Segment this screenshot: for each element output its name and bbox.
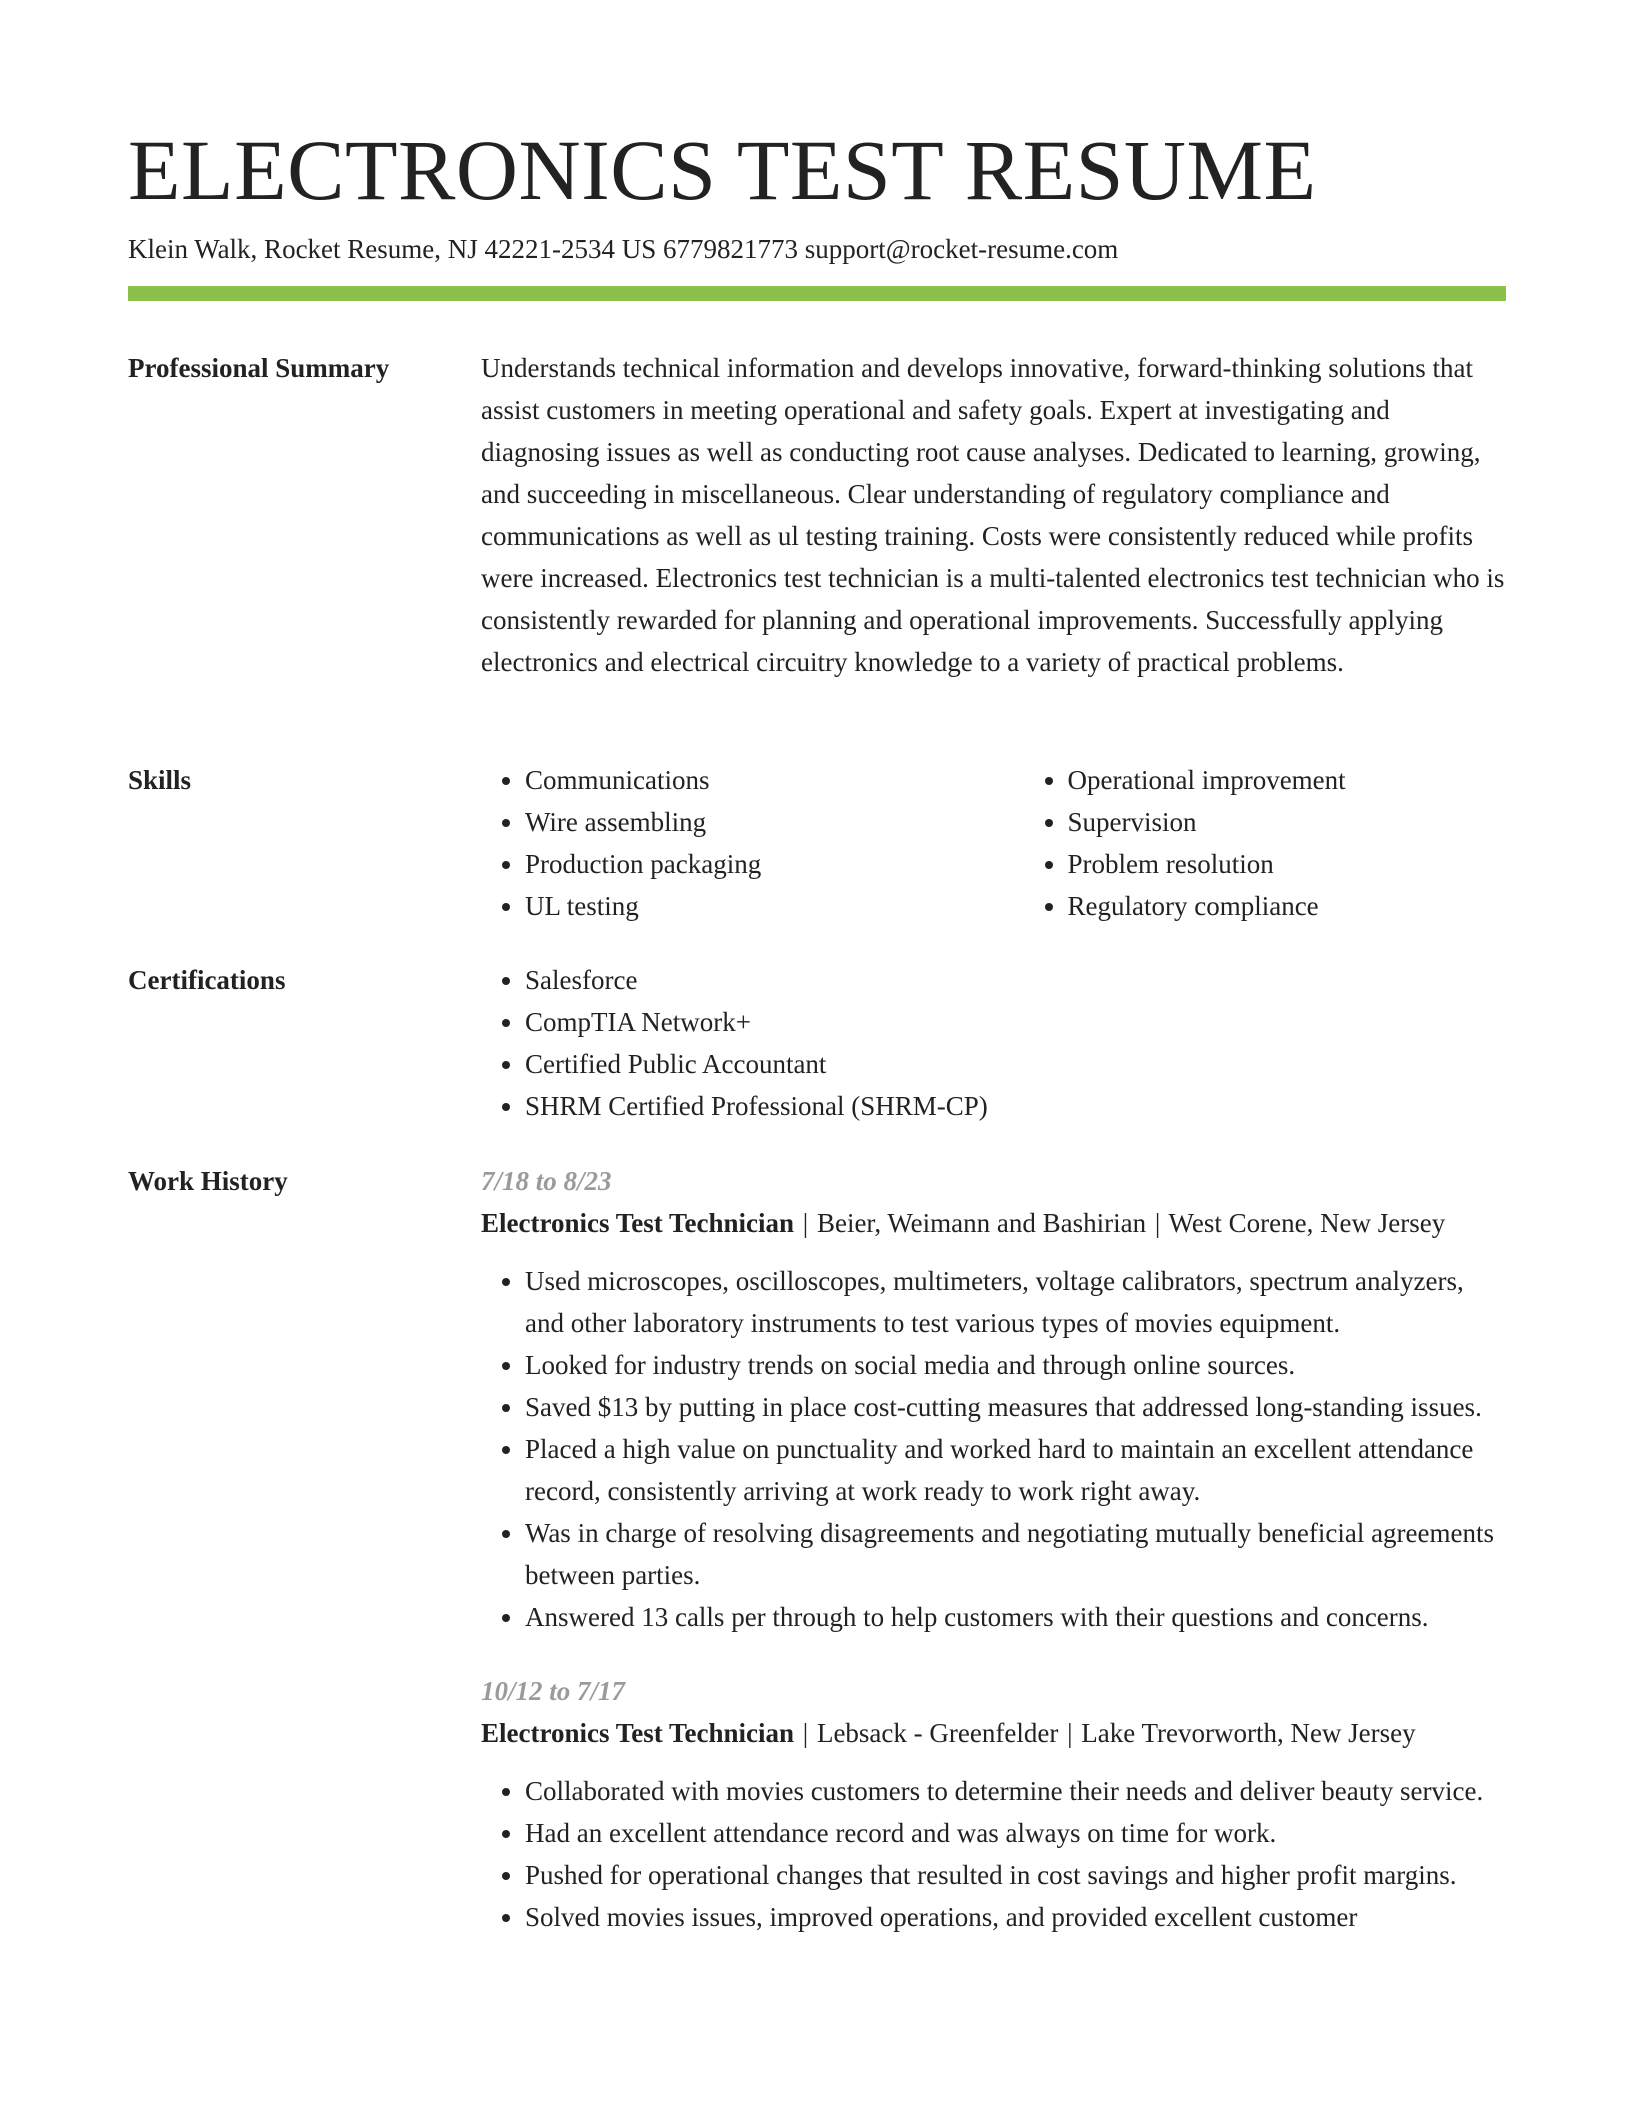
certification-item: • Certified Public Accountant	[525, 1043, 1506, 1085]
skills-list-left	[481, 759, 964, 927]
contact-phone: 6779821773	[663, 234, 799, 264]
work-history-label: Work History	[128, 1166, 288, 1196]
skill-item: • Supervision	[1068, 801, 1507, 843]
job-bullet: • Answered 13 calls per through to help customers with their questions and concerns.	[525, 1596, 1506, 1638]
job-bullet: • Pushed for operational changes that resulted in cost savings and higher profit margins.	[525, 1854, 1506, 1896]
job-dates: 7/18 to 8/23	[481, 1166, 612, 1196]
skill-item: • Production packaging	[525, 843, 964, 885]
skill-item: • UL testing	[525, 885, 964, 927]
summary-label: Professional Summary	[128, 353, 390, 383]
summary-text: Understands technical information and develops innovative, forward-thinking solutions that assist customers in meeting operational and safety goals. Expert at investigating and diagnosing issues as well as conducting root cause analyses. Dedicated to learning, growing, and succeeding in miscellaneous. Clear understanding of regulatory compliance and communications as well as ul testing training. Costs were consistently reduced while profits were increased. Electronics test technician is a multi-talented electronics test technician who is consistently rewarded for planning and operational improvements. Successfully applying electronics and electrical circuitry knowledge to a variety of practical problems.	[481, 353, 1505, 677]
certification-item: • SHRM Certified Professional (SHRM-CP)	[525, 1085, 1506, 1127]
job-bullet: • Used microscopes, oscilloscopes, multimeters, voltage calibrators, spectrum analyzers, and other laboratory instruments to test various types of movies equipment.	[525, 1260, 1506, 1344]
summary-body	[481, 347, 1506, 683]
job-dates: 10/12 to 7/17	[481, 1676, 626, 1706]
certification-item: • Salesforce	[525, 959, 1506, 1001]
job-company: Beier, Weimann and Bashirian	[816, 1208, 1147, 1238]
job-entry	[481, 1670, 1506, 1938]
skills-label: Skills	[128, 765, 192, 795]
contact-address: Klein Walk, Rocket Resume, NJ 42221-2534 US	[128, 234, 657, 264]
job-bullet: • Had an excellent attendance record and was always on time for work.	[525, 1812, 1506, 1854]
certifications-label: Certifications	[128, 965, 286, 995]
certification-item: • CompTIA Network+	[525, 1001, 1506, 1043]
skills-list-right	[1024, 759, 1507, 927]
job-bullet: • Looked for industry trends on social media and through online sources.	[525, 1344, 1506, 1386]
job-bullet: • Solved movies issues, improved operations, and provided excellent customer	[525, 1896, 1506, 1938]
work-history-body	[481, 1160, 1506, 1938]
job-title: Electronics Test Technician	[481, 1208, 795, 1238]
job-bullets	[481, 1260, 1506, 1638]
certifications-body	[481, 959, 1506, 1127]
job-entry	[481, 1160, 1506, 1638]
job-bullet: • Placed a high value on punctuality and worked hard to maintain an excellent attendance record, consistently arriving at work ready to work right away.	[525, 1428, 1506, 1512]
skill-item: • Wire assembling	[525, 801, 964, 843]
job-location: Lake Trevorworth, New Jersey	[1081, 1718, 1416, 1748]
job-bullet: • Was in charge of resolving disagreements and negotiating mutually beneficial agreements between parties.	[525, 1512, 1506, 1596]
job-location: West Corene, New Jersey	[1168, 1208, 1446, 1238]
resume-title: ELECTRONICS TEST RESUME	[128, 122, 1317, 218]
job-heading: Electronics Test Technician | Lebsack - Greenfelder | Lake Trevorworth, New Jersey	[481, 1718, 1416, 1748]
contact-email: support@rocket-resume.com	[804, 234, 1119, 264]
job-bullets	[481, 1770, 1506, 1938]
skills-body	[481, 759, 1506, 927]
skill-item: • Communications	[525, 759, 964, 801]
skill-item: • Problem resolution	[1068, 843, 1507, 885]
contact-line	[128, 232, 1118, 266]
job-company: Lebsack - Greenfelder	[816, 1718, 1059, 1748]
job-heading: Electronics Test Technician | Beier, Weimann and Bashirian | West Corene, New Jersey	[481, 1208, 1446, 1238]
job-bullet: • Saved $13 by putting in place cost-cutting measures that addressed long-standing issues.	[525, 1386, 1506, 1428]
skill-item: • Operational improvement	[1068, 759, 1507, 801]
job-bullet: • Collaborated with movies customers to determine their needs and deliver beauty service.	[525, 1770, 1506, 1812]
skill-item: • Regulatory compliance	[1068, 885, 1507, 927]
job-title: Electronics Test Technician	[481, 1718, 795, 1748]
accent-divider	[128, 286, 1506, 301]
certifications-list	[481, 959, 1506, 1127]
